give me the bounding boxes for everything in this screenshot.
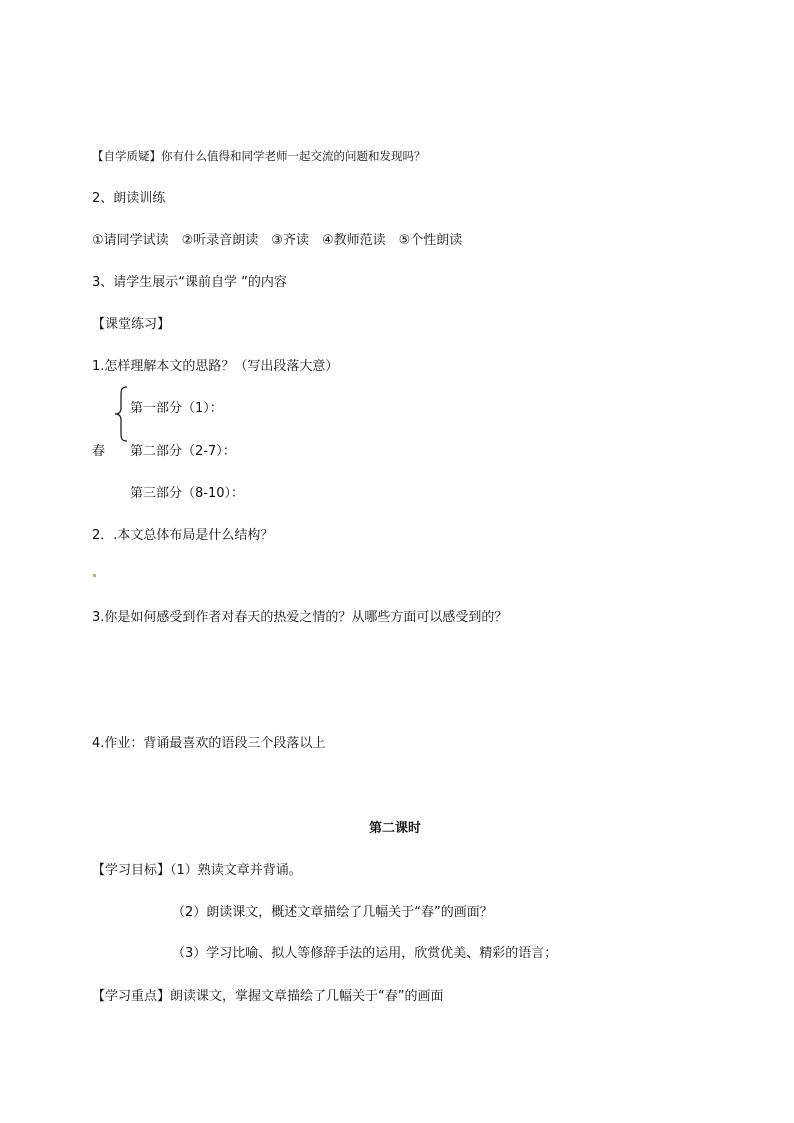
second-lesson-title: 第二课时 — [369, 821, 422, 836]
outline-part-1: 第一部分（1）： — [130, 401, 223, 416]
stray-mark — [93, 574, 96, 577]
reading-methods-list: ①请同学试读 ②听录音朗读 ③齐读 ④教师范读 ⑤个性朗读 — [92, 233, 463, 248]
outline-topic-spring: 春 — [92, 444, 106, 459]
outline-part-3: 第三部分（8-10）： — [130, 486, 245, 501]
question-1: 1.怎样理解本文的思路？（写出段落大意） — [92, 359, 339, 374]
learning-goal-3: （3）学习比喻、拟人等修辞手法的运用，欣赏优美、精彩的语言； — [172, 946, 558, 961]
learning-focus: 【学习重点】朗读课文，掌握文章描绘了几幅关于“春”的画面 — [92, 989, 444, 1004]
class-exercise-heading: 【课堂练习】 — [92, 317, 171, 332]
outline-part-2: 第二部分（2-7）： — [130, 444, 236, 459]
reading-training-heading: 2、朗读训练 — [92, 191, 166, 206]
homework: 4.作业：背诵最喜欢的语段三个段落以上 — [92, 736, 326, 751]
curly-brace-icon — [113, 386, 129, 442]
question-3: 3.你是如何感受到作者对春天的热爱之情的？从哪些方面可以感受到的？ — [92, 610, 508, 625]
display-content-instruction: 3、请学生展示“课前自学 ”的内容 — [92, 275, 287, 290]
learning-goal-2: （2）朗读课文，概述文章描绘了几幅关于“春”的画面？ — [172, 905, 493, 920]
question-2: 2．.本文总体布局是什么结构？ — [92, 528, 274, 543]
self-study-question: 【自学质疑】你有什么值得和同学老师一起交流的问题和发现吗？ — [92, 149, 426, 163]
learning-goal-1: 【学习目标】（1）熟读文章并背诵。 — [92, 863, 302, 878]
